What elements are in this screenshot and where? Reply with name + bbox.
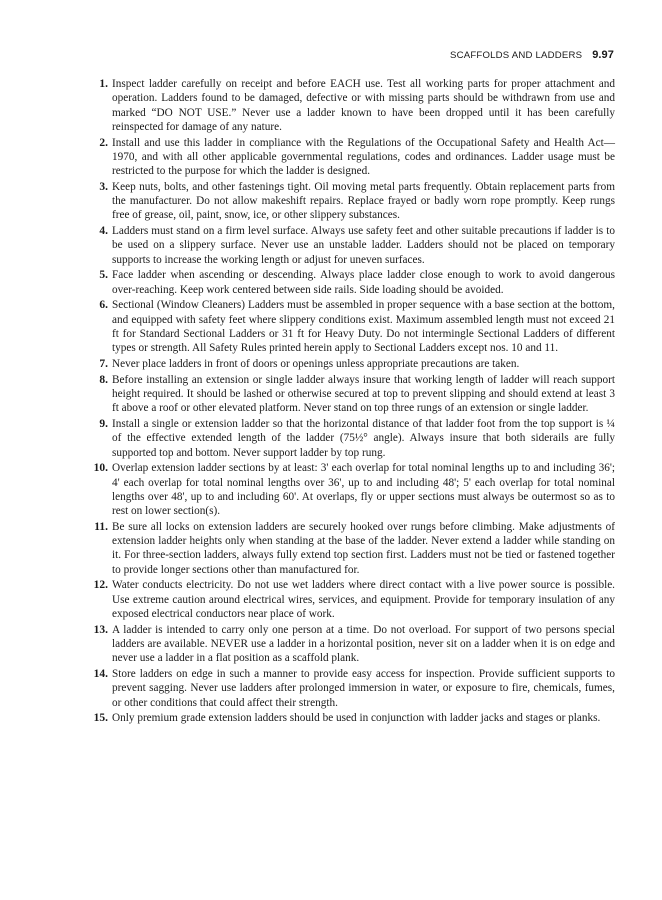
- rule-text: Sectional (Window Cleaners) Ladders must be assembled in proper sequence with a base section at the bottom, and equipped with safety feet where slippery conditions exist. Maximum assembled length must not exceed 21 ft for Standard Sectional Ladders or 31 ft for Heavy Duty. Do not intermingle Sectional Ladders of different types or strength. All Safety Rules printed herein apply to Sectional Ladders except nos. 10 and 11.: [112, 299, 615, 355]
- rule-number: 1.: [99, 78, 108, 90]
- safety-rule-item: [93, 578, 615, 621]
- rule-number: 11.: [94, 520, 108, 533]
- rule-number: 3.: [99, 180, 108, 193]
- rule-text: Only premium grade extension ladders should be used in conjunction with ladder jacks and stages or planks.: [112, 712, 601, 725]
- rule-text: Install a single or extension ladder so that the horizontal distance of that ladder foot from the top support is ¼ of the effective extended length of the ladder (75½° angle). Always insure that both siderails are fully supported top and bottom. Never support ladder by top rung.: [112, 417, 615, 459]
- rule-text: Be sure all locks on extension ladders are securely hooked over rungs before climbing. Make adjustments of extension ladder heights only when standing at the base of the ladder. Never extend a ladder while standing on it. For three-section ladders, always fully extend top section first. Ladders must not be tied or fastened together to provide longer sections other than manufactured for.: [112, 520, 615, 576]
- rule-number: 14.: [93, 667, 108, 680]
- safety-rule-item: [93, 461, 615, 518]
- safety-rule-item: [93, 711, 615, 725]
- rule-number: 8.: [99, 373, 108, 386]
- safety-rule-item: [99, 417, 615, 460]
- running-header: [450, 49, 614, 61]
- rule-text: Never place ladders in front of doors or openings unless appropriate precautions are taken.: [112, 357, 520, 370]
- rule-text: A ladder is intended to carry only one person at a time. Do not overload. For support of two persons special ladders are available. NEVER use a ladder in a horizontal position, never sit on a ladder when it is on edge and never use a ladder in a flat position as a scaffold plank.: [112, 623, 615, 665]
- safety-rule-item: [93, 667, 615, 710]
- rule-text: Before installing an extension or single ladder always insure that working length of ladder will reach support height required. It should be lashed or otherwise secured at top to prevent slipping and should extend at least 3 ft above a roof or other elevated platform. Never stand on top three rungs of an extension or single ladder.: [112, 373, 615, 415]
- rule-text: Keep nuts, bolts, and other fastenings tight. Oil moving metal parts frequently. Obtain replacement parts from the manufacturer. Do not allow makeshift repairs. Replace frayed or badly worn rope promptly. Keep rungs free of grease, oil, paint, snow, ice, or other slippery substances.: [112, 180, 615, 222]
- safety-rule-item: [99, 77, 615, 134]
- rule-number: 15.: [93, 712, 108, 725]
- rule-text: Inspect ladder carefully on receipt and before EACH use. Test all working parts for proper attachment and operation. Ladders found to be damaged, defective or with missing parts should be withdrawn from use and marked “DO NOT USE.” Never use a ladder known to have been dropped until it has been carefully reinspected for damage of any nature.: [112, 78, 615, 133]
- safety-rule-item: [99, 373, 615, 416]
- rule-number: 4.: [99, 225, 108, 238]
- rule-text: Install and use this ladder in compliance with the Regulations of the Occupational Safety and Health Act—1970, and with all other applicable governmental regulations, codes and ordinances. Ladder usage must be restricted to the purpose for which the ladder is designed.: [112, 136, 615, 178]
- rule-text: Water conducts electricity. Do not use wet ladders where direct contact with a live power source is possible. Use extreme caution around electrical wires, services, and equipment. Provide for temporary insulation of any exposed electrical conductors near place of work.: [112, 579, 615, 620]
- page-number: 9.97: [592, 49, 614, 61]
- safety-rule-item: [94, 520, 615, 577]
- rule-text: Overlap extension ladder sections by at least: 3' each overlap for total nominal lengths up to and including 36'; 4' each overlap for total nominal lengths over 36', up to and including 48'; 5' each overlap for total nominal lengths over 48', up to and including 60'. At overlaps, fly or upper sections must always be outermost so as to rest on lower section(s).: [112, 462, 615, 518]
- rule-number: 10.: [93, 462, 108, 475]
- section-title: SCAFFOLDS AND LADDERS: [450, 50, 583, 61]
- rule-number: 9.: [99, 417, 108, 430]
- rule-number: 2.: [99, 136, 108, 149]
- rule-text: Face ladder when ascending or descending. Always place ladder close enough to work to avoid dangerous over-reaching. Keep work centered between side rails. Side loading should be avoided.: [112, 269, 615, 296]
- rule-number: 5.: [99, 269, 108, 282]
- safety-rule-item: [99, 136, 615, 179]
- rule-text: Store ladders on edge in such a manner to provide easy access for inspection. Provide sufficient supports to prevent sagging. Never use ladders after prolonged immersion in water, or exposure to fire, chemicals, fumes, or other conditions that could affect their strength.: [112, 667, 615, 709]
- safety-rule-item: [99, 357, 615, 371]
- safety-rule-item: [99, 298, 615, 355]
- rule-number: 7.: [99, 357, 108, 370]
- safety-rules-list: [93, 77, 615, 727]
- rule-text: Ladders must stand on a firm level surface. Always use safety feet and other suitable precautions if ladder is to be used on a slippery surface. Never use an unstable ladder. Ladders should not be placed on temporary supports to increase the working length or adjust for uneven surfaces.: [112, 225, 615, 266]
- rule-number: 6.: [99, 299, 108, 312]
- safety-rule-item: [93, 623, 615, 666]
- rule-number: 13.: [93, 623, 108, 636]
- safety-rule-item: [99, 180, 615, 223]
- safety-rule-item: [99, 268, 615, 297]
- rule-number: 12.: [93, 579, 108, 592]
- safety-rule-item: [99, 224, 615, 267]
